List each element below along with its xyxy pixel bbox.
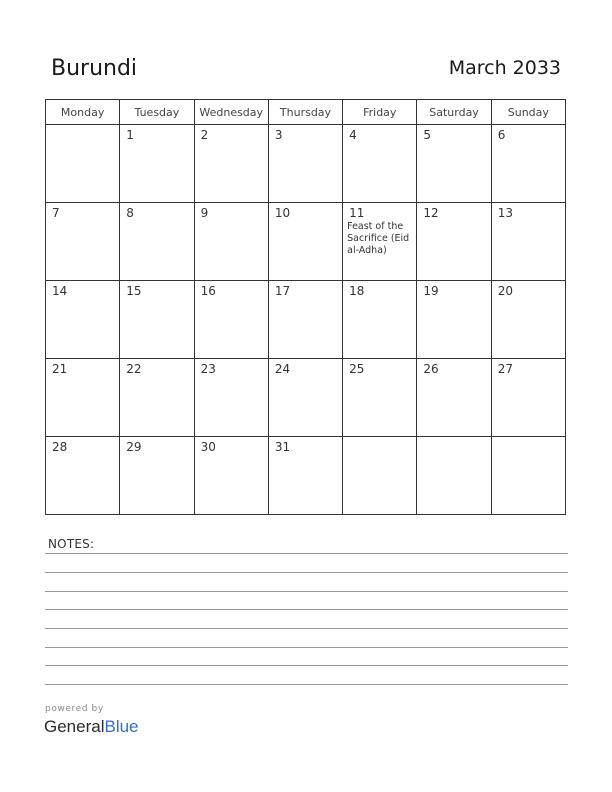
day-number: 26 <box>423 362 439 376</box>
day-number: 17 <box>274 284 291 298</box>
calendar-day-cell <box>268 281 342 359</box>
calendar-day-cell <box>491 203 565 281</box>
day-number <box>343 437 416 440</box>
calendar-day-cell <box>417 281 491 359</box>
brand-logo <box>44 717 139 737</box>
day-number: 28 <box>52 440 68 454</box>
day-number: 25 <box>349 362 365 376</box>
calendar-day-cell <box>491 359 565 437</box>
day-number: 5 <box>423 128 432 142</box>
day-number: 4 <box>349 128 357 142</box>
calendar-day-cell <box>417 359 491 437</box>
day-number: 10 <box>274 206 291 220</box>
weekday-header: Wednesday <box>194 100 268 125</box>
day-number: 15 <box>126 284 142 298</box>
calendar-grid <box>45 99 566 515</box>
note-line <box>45 591 568 592</box>
calendar-week-row <box>46 437 566 515</box>
day-number: 31 <box>274 440 291 454</box>
day-number: 20 <box>497 284 513 298</box>
weekday-header-row <box>46 100 566 125</box>
calendar-day-cell <box>46 281 120 359</box>
calendar-day-cell <box>120 359 194 437</box>
calendar-day-cell <box>46 359 120 437</box>
calendar-day-cell <box>343 203 417 281</box>
day-number: 21 <box>52 362 68 376</box>
calendar-day-cell <box>343 359 417 437</box>
month-year-title: March 2033 <box>448 57 561 79</box>
day-number: 2 <box>200 128 209 142</box>
weekday-header: Friday <box>343 100 417 125</box>
holiday-event: Feast of the Sacrifice (Eid al-Adha) <box>347 221 410 256</box>
weekday-header: Thursday <box>268 100 342 125</box>
day-number <box>46 125 119 128</box>
calendar-week-row <box>46 125 566 203</box>
calendar-day-cell <box>120 281 194 359</box>
day-number: 14 <box>52 284 68 298</box>
calendar-day-cell <box>417 437 491 515</box>
day-number: 3 <box>274 128 283 142</box>
weekday-header: Saturday <box>417 100 491 125</box>
calendar-day-cell <box>194 359 268 437</box>
day-number: 9 <box>200 206 209 220</box>
weekday-header: Tuesday <box>120 100 194 125</box>
note-line <box>45 665 568 666</box>
calendar-day-cell <box>343 281 417 359</box>
calendar-day-cell <box>268 359 342 437</box>
notes-label: NOTES: <box>48 537 95 551</box>
note-line <box>45 609 568 610</box>
day-number: 11 <box>349 206 365 220</box>
calendar-week-row <box>46 359 566 437</box>
day-number: 6 <box>497 128 506 142</box>
calendar-week-row <box>46 281 566 359</box>
calendar-day-cell <box>120 437 194 515</box>
powered-by-text: powered by <box>45 704 104 714</box>
day-number: 23 <box>200 362 216 376</box>
calendar-day-cell <box>491 437 565 515</box>
day-number: 29 <box>126 440 142 454</box>
day-number: 22 <box>126 362 142 376</box>
day-number <box>492 437 565 440</box>
calendar-day-cell <box>120 203 194 281</box>
calendar-day-cell <box>194 125 268 203</box>
day-number: 24 <box>274 362 291 376</box>
note-line <box>45 684 568 685</box>
brand-blue: Blue <box>104 717 139 736</box>
calendar-day-cell <box>491 281 565 359</box>
note-line <box>45 628 568 629</box>
calendar-day-cell <box>194 437 268 515</box>
calendar-day-cell <box>491 125 565 203</box>
day-number: 16 <box>200 284 216 298</box>
calendar-day-cell <box>268 437 342 515</box>
day-number: 12 <box>423 206 439 220</box>
calendar-day-cell <box>343 437 417 515</box>
day-number: 13 <box>497 206 513 220</box>
calendar-day-cell <box>343 125 417 203</box>
weekday-header: Sunday <box>491 100 565 125</box>
day-number: 30 <box>200 440 216 454</box>
country-title: Burundi <box>51 56 138 81</box>
calendar-day-cell <box>46 437 120 515</box>
calendar-day-cell <box>46 203 120 281</box>
brand-general: General <box>44 717 105 736</box>
calendar-day-cell <box>46 125 120 203</box>
day-number: 18 <box>349 284 365 298</box>
calendar-day-cell <box>268 203 342 281</box>
day-number: 19 <box>423 284 439 298</box>
day-number: 1 <box>126 128 134 142</box>
calendar-day-cell <box>417 125 491 203</box>
day-number: 8 <box>126 206 134 220</box>
calendar-day-cell <box>268 125 342 203</box>
day-number <box>417 437 490 440</box>
day-number: 27 <box>497 362 513 376</box>
weekday-header: Monday <box>46 100 120 125</box>
day-number: 7 <box>52 206 60 220</box>
note-line <box>45 572 568 573</box>
calendar-body <box>46 125 566 515</box>
calendar-day-cell <box>417 203 491 281</box>
calendar-day-cell <box>194 203 268 281</box>
calendar-day-cell <box>194 281 268 359</box>
calendar-day-cell <box>120 125 194 203</box>
calendar-week-row <box>46 203 566 281</box>
note-line <box>45 553 568 554</box>
note-line <box>45 647 568 648</box>
